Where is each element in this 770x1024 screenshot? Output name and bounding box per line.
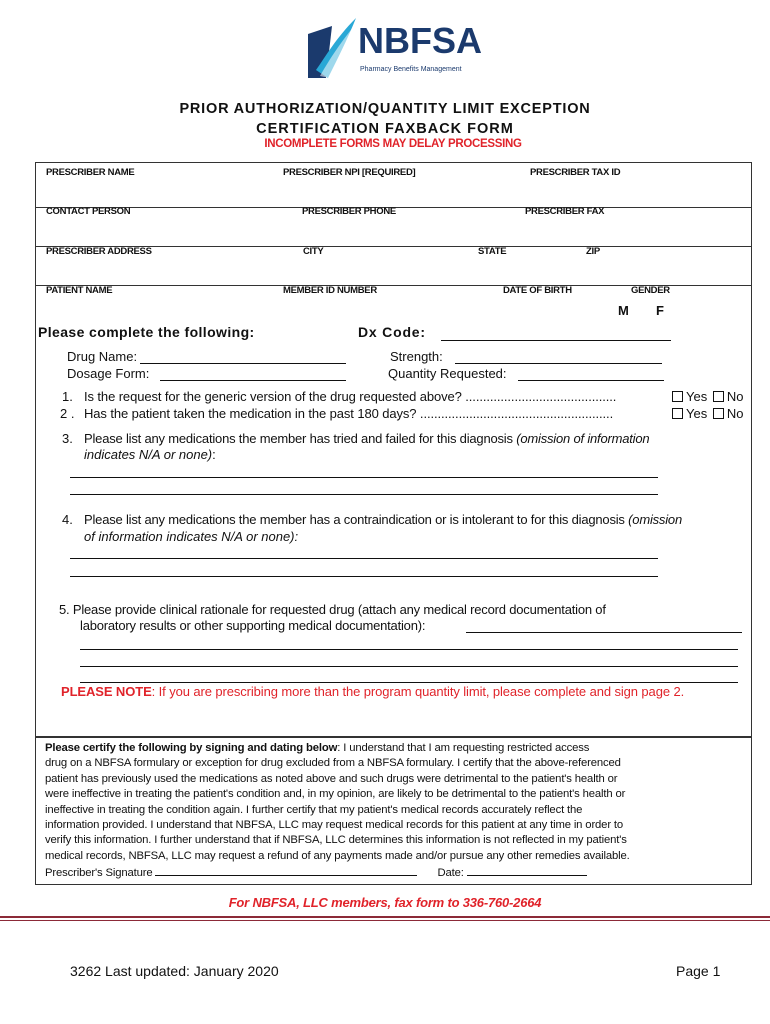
last-updated-date: January 2020 xyxy=(193,963,279,979)
question-5-answer-line[interactable] xyxy=(80,682,738,683)
date-label: Date: xyxy=(437,867,464,880)
q2-no-label: No xyxy=(726,406,744,421)
question-3-text xyxy=(84,431,649,446)
question-4-prompt: Please list any medications the member has a contraindication or is intolerant to for this diagnosis xyxy=(84,512,625,527)
fax-instructions: For NBFSA, LLC members, fax form to 336-760-2664 xyxy=(228,895,542,910)
state-field[interactable]: STATE xyxy=(478,246,507,257)
q2-yes-checkbox[interactable] xyxy=(672,408,683,419)
certification-line xyxy=(45,741,745,756)
gender-f-option[interactable]: F xyxy=(656,303,664,318)
gender-m-option[interactable]: M xyxy=(618,303,629,318)
last-updated-label: Last updated: xyxy=(105,963,190,979)
question-4-text xyxy=(84,512,682,527)
certification-line: ineffective in treating the condition again. I further certify that my patient's medical records accurately reflect the xyxy=(45,803,583,816)
question-4-answer-line[interactable] xyxy=(70,558,658,559)
q2-no-checkbox[interactable] xyxy=(713,408,724,419)
prescriber-npi-field[interactable]: PRESCRIBER NPI [REQUIRED] xyxy=(283,167,416,178)
footer-divider xyxy=(0,916,770,918)
question-4-note-cont: of information indicates N/A or none): xyxy=(84,529,299,544)
strength-input[interactable] xyxy=(455,363,662,364)
dx-code-label: Dx Code: xyxy=(358,324,426,340)
question-3-answer-line[interactable] xyxy=(70,477,658,478)
signature-input[interactable] xyxy=(155,864,417,876)
page-number: Page 1 xyxy=(676,963,721,979)
question-5-answer-line[interactable] xyxy=(80,666,738,667)
certification-line-1: : I understand that I am requesting restricted access xyxy=(337,742,590,754)
q1-no-checkbox[interactable] xyxy=(713,391,724,402)
logo-wordmark: NBFSA xyxy=(358,20,482,61)
city-field[interactable]: CITY xyxy=(303,246,324,257)
question-4-note: (omission xyxy=(628,512,682,527)
question-3-note: (omission of information xyxy=(516,431,650,446)
question-2-number: 2 . xyxy=(60,406,75,421)
please-note xyxy=(61,684,684,699)
drug-name-label: Drug Name: xyxy=(67,349,138,364)
signature-label: Prescriber's Signature xyxy=(45,867,153,880)
logo-tagline: Pharmacy Benefits Management xyxy=(360,66,462,73)
certification-line: patient has previously used the medications as noted above and such drugs were detrimental to the patient's health or xyxy=(45,772,618,785)
quantity-requested-input[interactable] xyxy=(518,380,664,381)
question-4-number: 4. xyxy=(62,512,73,527)
please-note-label: PLEASE NOTE xyxy=(61,684,152,699)
prescriber-phone-field[interactable]: PRESCRIBER PHONE xyxy=(302,206,396,217)
dosage-form-input[interactable] xyxy=(160,380,346,381)
q1-no-label: No xyxy=(726,389,744,404)
question-3-prompt: Please list any medications the member has tried and failed for this diagnosis xyxy=(84,431,513,446)
prescriber-name-field[interactable]: PRESCRIBER NAME xyxy=(46,167,135,178)
footer-updated xyxy=(70,963,279,979)
question-5-answer-line[interactable] xyxy=(80,649,738,650)
drug-name-input[interactable] xyxy=(140,363,346,364)
certification-line: medical records, NBFSA, LLC may request a refund of any payments made and/or pursue any other remedies available. xyxy=(45,849,630,862)
question-2-text: Has the patient taken the medication in the past 180 days? ....................................................... xyxy=(84,406,614,421)
q1-yes-label: Yes xyxy=(686,389,708,404)
question-4-text-line2 xyxy=(84,529,298,544)
form-title-line1: PRIOR AUTHORIZATION/QUANTITY LIMIT EXCEPTION xyxy=(179,101,591,117)
complete-following-heading: Please complete the following: xyxy=(38,324,255,340)
certification-line: drug on a NBFSA formulary or exception for drug excluded from a NBFSA formulary. I certify that the above-referenced xyxy=(45,757,621,770)
question-1-text: Is the request for the generic version of the drug requested above? ........................................... xyxy=(84,389,617,404)
prescriber-tax-id-field[interactable]: PRESCRIBER TAX ID xyxy=(530,167,621,178)
footer-divider xyxy=(0,920,770,921)
question-5-answer-line[interactable] xyxy=(466,632,742,633)
q2-yes-label: Yes xyxy=(686,406,708,421)
form-number: 3262 xyxy=(70,963,102,979)
quantity-requested-label: Quantity Requested: xyxy=(388,366,507,381)
question-2-options xyxy=(670,406,743,421)
certification-line: information provided. I understand that NBFSA, LLC may request medical records for this patient at any time in order to xyxy=(45,819,624,832)
question-3-text-line2 xyxy=(84,447,216,462)
question-3-colon: : xyxy=(212,447,216,462)
member-id-field[interactable]: MEMBER ID NUMBER xyxy=(283,285,377,296)
logo-swoosh-icon xyxy=(306,16,358,80)
question-1-options xyxy=(670,389,743,404)
question-4-answer-line[interactable] xyxy=(70,576,658,577)
dx-code-input[interactable] xyxy=(441,340,671,341)
q1-yes-checkbox[interactable] xyxy=(672,391,683,402)
certification-line: were ineffective in treating the patient's condition and, in my opinion, are likely to be detrimental to the patient's health or xyxy=(45,788,626,801)
signature-line xyxy=(45,864,745,881)
gender-field: GENDER xyxy=(631,285,670,296)
zip-field[interactable]: ZIP xyxy=(586,246,600,257)
certification-line: verify this information. I further understand that if NBFSA, LLC determines this information is not reflected in my patient's xyxy=(45,834,627,847)
strength-label: Strength: xyxy=(390,349,443,364)
date-input[interactable] xyxy=(467,864,587,876)
certification-lead: Please certify the following by signing and dating below xyxy=(45,742,338,754)
question-3-note-cont: indicates N/A or none) xyxy=(84,447,213,462)
dosage-form-label: Dosage Form: xyxy=(67,366,150,381)
question-1-number: 1. xyxy=(62,389,73,404)
prescriber-address-field[interactable]: PRESCRIBER ADDRESS xyxy=(46,246,152,257)
question-3-number: 3. xyxy=(62,431,73,446)
contact-person-field[interactable]: CONTACT PERSON xyxy=(46,206,131,217)
date-of-birth-field[interactable]: DATE OF BIRTH xyxy=(503,285,572,296)
certification-text xyxy=(45,741,745,882)
patient-name-field[interactable]: PATIENT NAME xyxy=(46,285,113,296)
incomplete-warning: INCOMPLETE FORMS MAY DELAY PROCESSING xyxy=(264,138,522,150)
question-3-answer-line[interactable] xyxy=(70,494,658,495)
question-5-text: 5. Please provide clinical rationale for requested drug (attach any medical record documentation of xyxy=(59,602,606,617)
form-title-line2: CERTIFICATION FAXBACK FORM xyxy=(256,121,514,137)
nbfsa-logo xyxy=(306,16,482,82)
question-5-text-line2: laboratory results or other supporting medical documentation): xyxy=(80,618,426,633)
prescriber-fax-field[interactable]: PRESCRIBER FAX xyxy=(525,206,605,217)
please-note-text: : If you are prescribing more than the program quantity limit, please complete and sign page 2. xyxy=(151,684,685,699)
